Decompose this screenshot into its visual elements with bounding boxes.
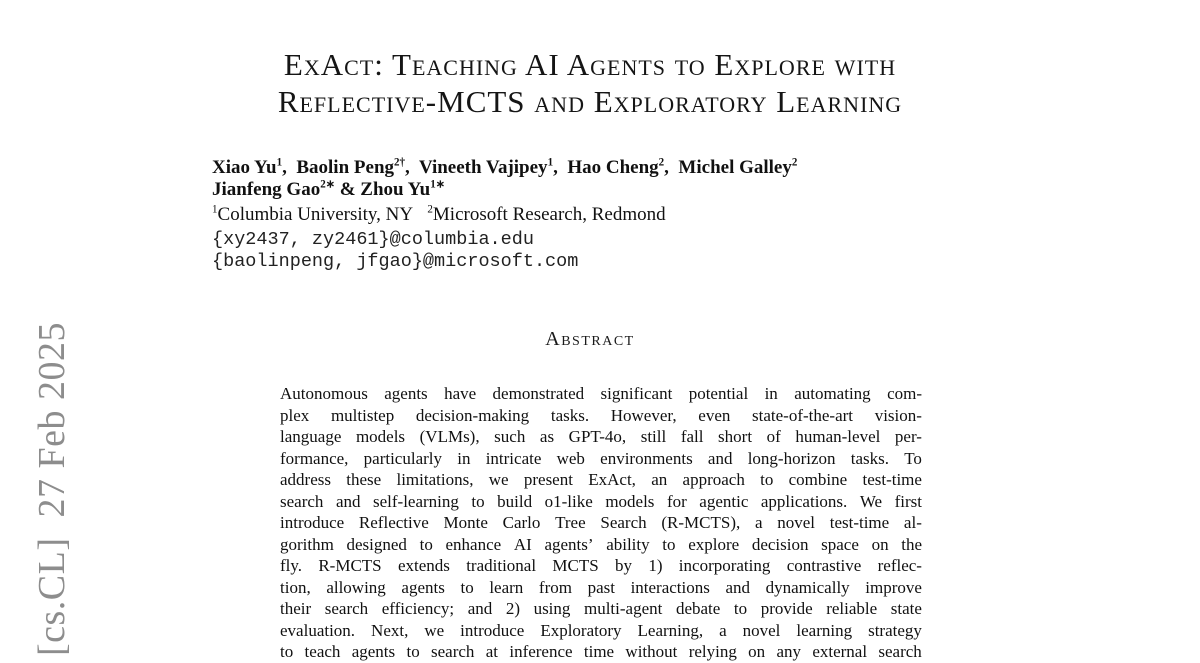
superscript-marker: 2 — [658, 156, 665, 169]
abstract-body — [280, 383, 922, 663]
text-segment: & Zhou Yu — [334, 178, 431, 200]
affiliation-line — [212, 204, 968, 226]
text-segment: Columbia University, NY — [217, 204, 414, 225]
arxiv-watermark: [cs.CL] 27 Feb 2025 — [31, 321, 73, 656]
paper-title — [212, 46, 968, 120]
abstract-line: Autonomous agents have demonstrated significant potential in automating com- — [280, 384, 922, 403]
abstract-heading: Abstract — [545, 328, 635, 350]
author-line-2 — [212, 179, 968, 201]
text-segment: , Baolin Peng — [282, 157, 395, 178]
text-segment: Jianfeng Gao — [212, 178, 321, 200]
abstract-line: gorithm designed to enhance AI agents’ ability to explore decision space on the — [280, 534, 922, 554]
superscript-marker: 1 — [547, 156, 554, 169]
abstract-line: introduce Reflective Monte Carlo Tree Search (R-MCTS), a novel test-time al- — [280, 513, 922, 532]
abstract-line: language models (VLMs), such as GPT-4o, still fall short of human-level per- — [280, 427, 922, 446]
text-segment: , Hao Cheng — [553, 157, 659, 178]
superscript-marker: 1∗ — [430, 178, 445, 191]
author-block — [212, 157, 968, 200]
abstract-line: tion, allowing agents to learn from past interactions and dynamically improve — [280, 577, 922, 597]
abstract-line: formance, particularly in intricate web environments and long-horizon tasks. To — [280, 448, 922, 468]
superscript-marker: 2∗ — [320, 178, 335, 191]
text-segment: , Vineeth Vajipey — [405, 157, 548, 178]
superscript-marker: 1 — [276, 156, 283, 169]
paper-content-column — [212, 0, 968, 663]
text-segment — [413, 204, 427, 225]
email-block — [212, 229, 968, 272]
email-line-columbia: {xy2437, zy2461}@columbia.edu — [212, 229, 534, 250]
superscript-marker: 2 — [427, 203, 433, 216]
abstract-line: their search efficiency; and 2) using multi-agent debate to provide reliable state — [280, 599, 922, 618]
superscript-marker: 2† — [394, 156, 406, 169]
superscript-marker: 1 — [212, 203, 218, 216]
abstract-line: address these limitations, we present ExAct, an approach to combine test-time — [280, 470, 922, 489]
author-line-1 — [212, 157, 968, 179]
abstract-line: to teach agents to search at inference time without relying on any external search — [280, 642, 922, 661]
text-segment: Microsoft Research, Redmond — [432, 204, 666, 225]
paper-title-line-2: Reflective-MCTS and Exploratory Learning — [277, 84, 903, 119]
superscript-marker: 2 — [791, 156, 798, 169]
paper-title-line-1: ExAct: Teaching AI Agents to Explore with — [283, 47, 897, 82]
abstract-line: search and self-learning to build o1-like models for agentic applications. We first — [280, 491, 922, 511]
abstract-line: plex multistep decision-making tasks. However, even state-of-the-art vision- — [280, 405, 922, 425]
abstract-line: fly. R-MCTS extends traditional MCTS by 1) incorporating contrastive reflec- — [280, 556, 922, 575]
text-segment: , Michel Galley — [664, 157, 792, 178]
email-line-microsoft: {baolinpeng, jfgao}@microsoft.com — [212, 250, 579, 272]
abstract-line: evaluation. Next, we introduce Exploratory Learning, a novel learning strategy — [280, 620, 922, 640]
text-segment: Xiao Yu — [212, 157, 277, 178]
